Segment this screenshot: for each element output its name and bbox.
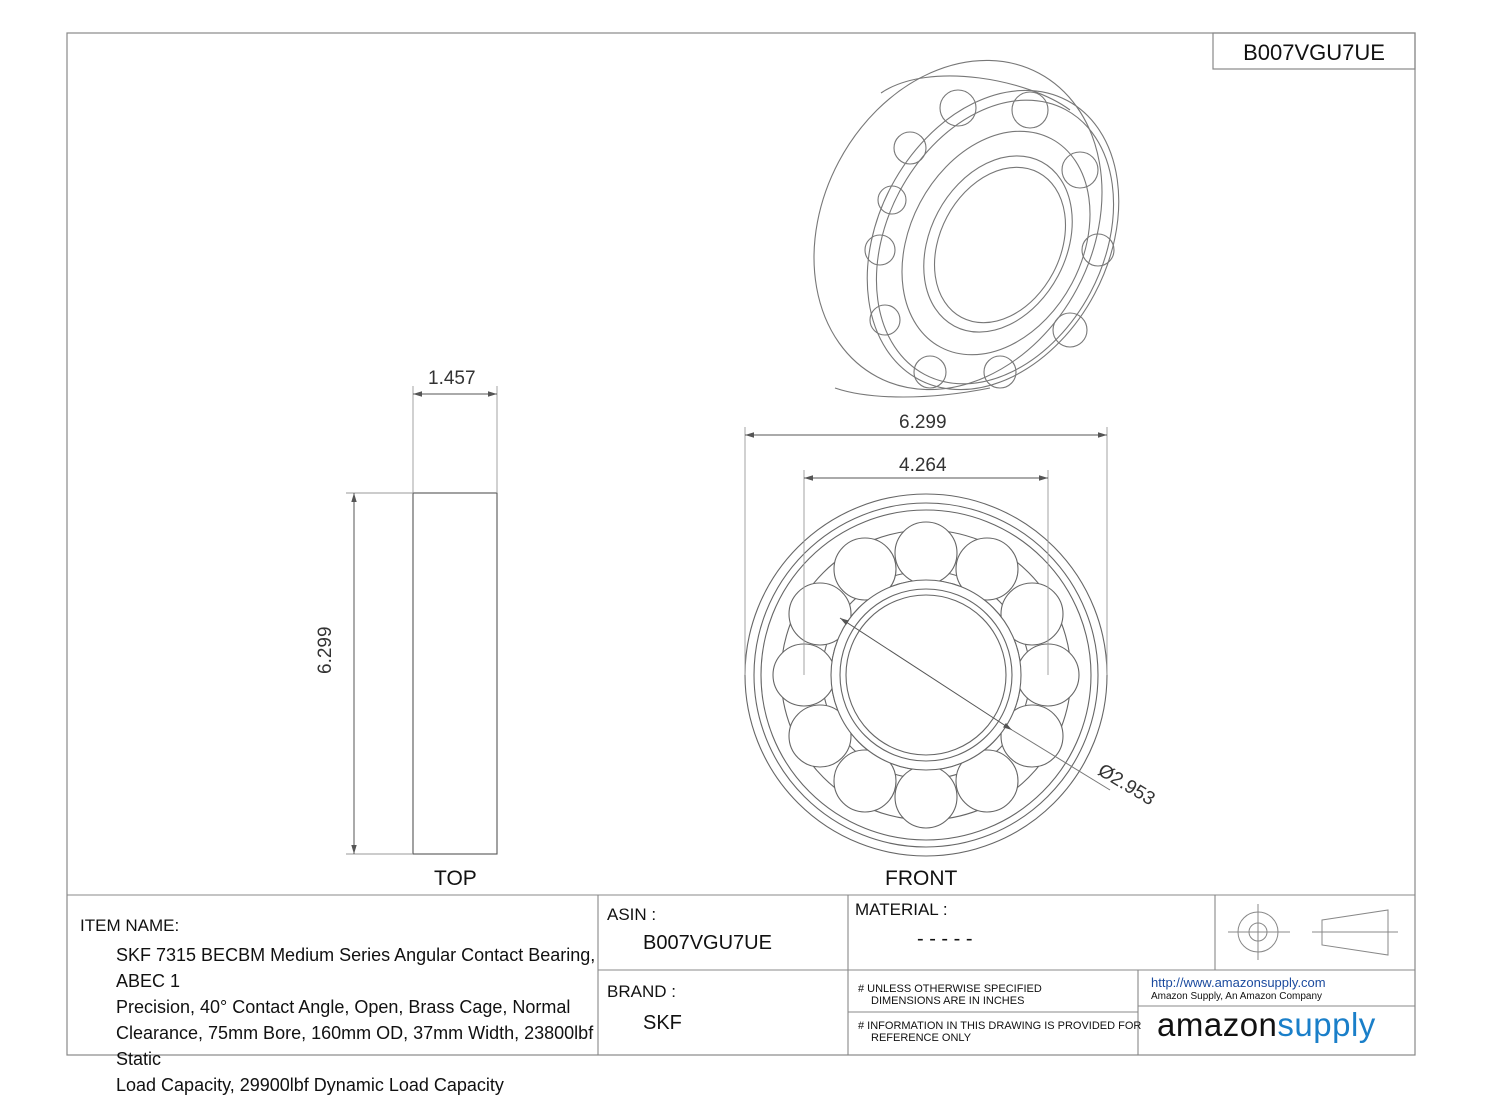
front-view (745, 494, 1107, 856)
item-name-line: Load Capacity, 29900lbf Dynamic Load Capacity (116, 1075, 504, 1095)
front-outer-diameter-dimension: 6.299 (899, 412, 947, 433)
material-value: - - - - - (917, 928, 973, 950)
top-view (346, 386, 497, 854)
company-url-link[interactable]: http://www.amazonsupply.com (1151, 975, 1326, 990)
note-reference (858, 1020, 1141, 1044)
note-reference-line1: # INFORMATION IN THIS DRAWING IS PROVIDED FOR (858, 1020, 1142, 1032)
top-width-dimension: 1.457 (428, 368, 476, 389)
note-units-line2: DIMENSIONS ARE IN INCHES (871, 995, 1025, 1007)
logo-supply-text: supply (1277, 1006, 1376, 1043)
top-height-dimension: 6.299 (315, 626, 336, 674)
header-part-number: B007VGU7UE (1243, 40, 1385, 65)
item-name-label: ITEM NAME: (80, 916, 180, 935)
item-name-line: SKF 7315 BECBM Medium Series Angular Contact Bearing, ABEC 1 (116, 945, 596, 991)
company-name: Amazon Supply, An Amazon Company (1151, 991, 1323, 1002)
isometric-bearing-view (758, 10, 1169, 440)
note-reference-line2: REFERENCE ONLY (871, 1032, 972, 1044)
material-label: MATERIAL : (855, 900, 948, 919)
top-view-label: TOP (434, 867, 477, 890)
amazonsupply-logo (1157, 1006, 1376, 1044)
front-pitch-dimension: 4.264 (899, 455, 947, 476)
brand-label: BRAND : (607, 982, 676, 1001)
front-bore-dimension: Ø2.953 (1094, 760, 1159, 811)
item-name-description (116, 942, 596, 1098)
logo-amazon-text: amazon (1157, 1006, 1278, 1043)
front-view-label: FRONT (885, 867, 958, 890)
sheet-border (67, 33, 1415, 1055)
asin-label: ASIN : (607, 905, 657, 924)
item-name-line: Clearance, 75mm Bore, 160mm OD, 37mm Width, 23800lbf Static (116, 1023, 594, 1069)
item-name-line: Precision, 40° Contact Angle, Open, Brass Cage, Normal (116, 997, 571, 1017)
note-units-line1: # UNLESS OTHERWISE SPECIFIED (858, 983, 1042, 995)
note-units (858, 983, 1042, 1007)
brand-value: SKF (643, 1012, 682, 1034)
projection-symbol-icon (1228, 904, 1398, 960)
asin-value: B007VGU7UE (643, 932, 772, 954)
